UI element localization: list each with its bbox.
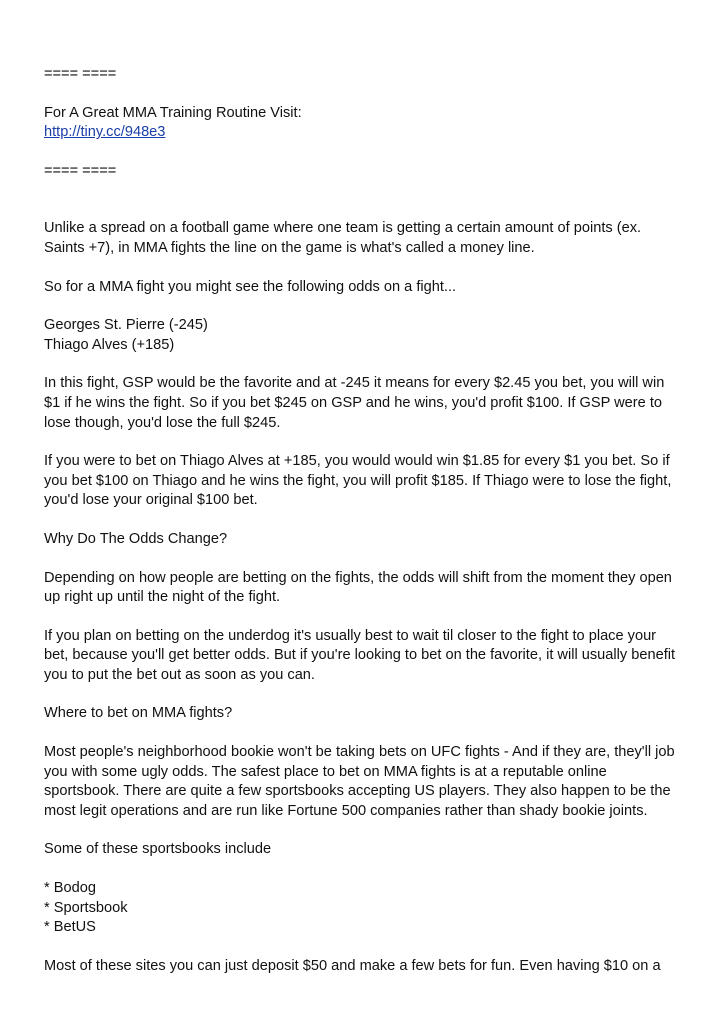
paragraph-odds-shift: Depending on how people are betting on the fights, the odds will shift from the moment they open up right up until the night of the fight. xyxy=(44,569,672,606)
paragraph-include: Some of these sportsbooks include xyxy=(44,841,272,858)
document-content xyxy=(44,65,692,976)
promo-text: For A Great MMA Training Routine Visit: xyxy=(44,104,302,121)
paragraph-intro: Unlike a spread on a football game where one team is getting a certain amount of points (ex. Saints +7), in MMA fights the line on the game is what's called a money line. xyxy=(44,220,642,256)
list-item: * Sportsbook xyxy=(44,899,128,916)
heading-odds-change: Why Do The Odds Change? xyxy=(44,530,228,547)
paragraph-bookies: Most people's neighborhood bookie won't be taking bets on UFC fights - And if they are, they'll job you with some ugly odds. The safest place to bet on MMA fights is at a reputable online sportsbook. There are quite a few sportsbooks accepting US players. They also happen to be the most legit operations and are run like Fortune 500 companies rather than shady bookie joints. xyxy=(44,744,675,819)
paragraph-underdog: If you were to bet on Thiago Alves at +185, you would would win $1.85 for every $1 you bet. So if you bet $100 on Thiago and he wins the fight, you will profit $185. If Thiago were to lose the fight, you'd lose your original $100 bet. xyxy=(44,453,672,509)
paragraph-favorite: In this fight, GSP would be the favorite and at -245 it means for every $2.45 you bet, you will win $1 if he wins the fight. So if you bet $245 on GSP and he wins, you'd profit $100. If GSP were to lose though, you'd lose the full $245. xyxy=(44,375,665,431)
heading-where-to-bet: Where to bet on MMA fights? xyxy=(44,705,233,722)
separator-top: ==== ==== xyxy=(44,66,117,82)
promo-link[interactable]: http://tiny.cc/948e3 xyxy=(44,124,166,141)
fighter-line-2: Thiago Alves (+185) xyxy=(44,336,175,353)
paragraph-deposit: Most of these sites you can just deposit $50 and make a few bets for fun. Even having $10 on a xyxy=(44,957,661,974)
list-item: * Bodog xyxy=(44,880,96,897)
fighter-line-1: Georges St. Pierre (-245) xyxy=(44,317,208,334)
paragraph-odds-intro: So for a MMA fight you might see the following odds on a fight... xyxy=(44,278,457,295)
separator-bottom: ==== ==== xyxy=(44,162,117,179)
list-item: * BetUS xyxy=(44,919,96,936)
paragraph-strategy: If you plan on betting on the underdog it's usually best to wait til closer to the fight to place your bet, because you'll get better odds. But if you're looking to bet on the favorite, it will usually benefit you to put the bet out as soon as you can. xyxy=(44,627,676,683)
